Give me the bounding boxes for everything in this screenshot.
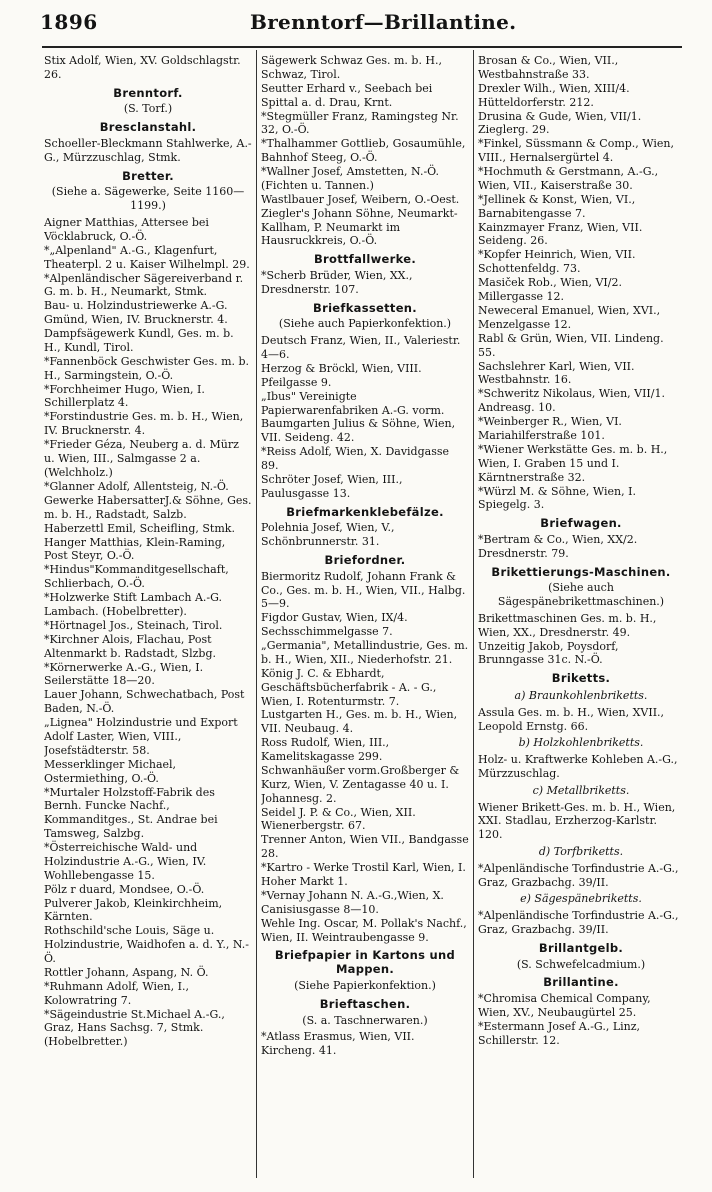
directory-entry: Holz- u. Kraftwerke Kohleben A.-G., Mürzzuschlag.	[478, 753, 678, 781]
directory-entry: Seidel J. P. & Co., Wien, XII. Wienerbergstr. 67.	[261, 805, 416, 833]
directory-entry: *Hindus"Kommanditgesellschaft, Schlierbach, O.-Ö.	[44, 563, 229, 591]
section-heading: Briefpapier in Kartons und Mappen.	[274, 948, 456, 977]
section-heading: Briefmarkenklebefälze.	[286, 504, 444, 519]
directory-entry: *Alpenländischer Sägereiverband r. G. m. b. H., Neumarkt, Stmk.	[44, 271, 244, 299]
column-middle	[261, 54, 469, 1184]
directory-entry: Stix Adolf, Wien, XV. Goldschlagstr. 26.	[44, 54, 241, 81]
directory-entry: Rothschild'sche Louis, Säge u. Holzindustrie, Waidhofen a. d. Y., N.-Ö.	[44, 924, 249, 965]
directory-entry: Rottler Johann, Aspang, N. Ö.	[44, 965, 209, 979]
directory-entry: Deutsch Franz, Wien, II., Valeriestr. 4—6.	[261, 334, 461, 362]
directory-entry: König J. C. & Ebhardt, Geschäftsbücherfabrik - A. - G., Wien, I. Rotenturmstr. 7.	[261, 666, 437, 708]
column-divider	[256, 50, 257, 1178]
directory-entry: Drexler Wilh., Wien, XIII/4. Hütteldorferstr. 212.	[478, 81, 630, 109]
section-heading: Briefwagen.	[540, 516, 622, 531]
directory-entry: Masiček Rob., Wien, VI/2. Millergasse 12.	[478, 276, 622, 304]
directory-entry: Schoeller-Bleckmann Stahlwerke, A.-G., Mürzzuschlag, Stmk.	[44, 136, 252, 164]
directory-entry: *Würzl M. & Söhne, Wien, I. Spiegelg. 3.	[478, 484, 636, 512]
directory-entry: Schwanhäußer vorm.Großberger & Kurz, Wien, V. Zentagasse 40 u. I. Johannesg. 2.	[261, 764, 460, 805]
directory-entry: Polehnia Josef, Wien, V., Schönbrunnerstr. 31.	[261, 521, 395, 549]
section-heading: Brillantgelb.	[538, 940, 624, 955]
directory-entry: Brikettmaschinen Ges. m. b. H., Wien, XX., Dresdnerstr. 49.	[478, 611, 657, 639]
directory-entry: Bau- u. Holzindustriewerke A.-G. Gmünd, Wien, IV. Brucknerstr. 4.	[44, 299, 228, 327]
cross-reference-note: (S. Torf.)	[123, 102, 173, 116]
directory-entry: Dampfsägewerk Kundl, Ges. m. b. H., Kundl, Tirol.	[44, 327, 234, 354]
page-title: Brenntorf—Brillantine.	[250, 10, 517, 34]
directory-entry: Brosan & Co., Wien, VII., Westbahnstraße 33.	[478, 54, 619, 81]
directory-entry: Lustgarten H., Ges. m. b. H., Wien, VII. Neubaug. 4.	[261, 708, 458, 736]
column-left	[44, 54, 252, 1184]
directory-entry: Neweceral Emanuel, Wien, XVI., Menzelgasse 12.	[478, 304, 661, 331]
directory-entry: *Frieder Géza, Neuberg a. d. Mürz u. Wien, III., Salmgasse 2 a. (Welchholz.)	[44, 438, 239, 479]
directory-entry: „Lignea" Holzindustrie und Export Adolf Laster, Wien, VIII., Josefstädterstr. 58.	[44, 716, 238, 757]
directory-entry: *Kopfer Heinrich, Wien, VII. Schottenfeldg. 73.	[478, 248, 636, 276]
directory-entry: *Körnerwerke A.-G., Wien, I. Seilerstätte 18—20.	[44, 660, 204, 688]
directory-entry: *Reiss Adolf, Wien, X. Davidgasse 89.	[261, 445, 449, 472]
section-heading: Brieftaschen.	[319, 996, 411, 1011]
directory-entry: Rabl & Grün, Wien, VII. Lindeng. 55.	[478, 331, 664, 359]
directory-entry: Kainzmayer Franz, Wien, VII. Seideng. 26.	[478, 220, 643, 248]
directory-entry: *Vernay Johann N. A.-G.,Wien, X. Canisiusgasse 8—10.	[261, 888, 444, 916]
directory-entry: *Murtaler Holzstoff-Fabrik des Bernh. Funcke Nachf., Kommanditges., St. Andrae bei Tamsweg, Salzbg.	[44, 785, 218, 840]
directory-entry: „Germania", Metallindustrie, Ges. m. b. H., Wien, XII., Niederhofstr. 21.	[261, 639, 469, 666]
directory-entry: *Scherb Brüder, Wien, XX., Dresdnerstr. 107.	[261, 269, 413, 296]
section-heading: Brillantine.	[543, 975, 619, 990]
cross-reference-note: (Siehe auch Sägespänebrikettmaschinen.)	[497, 581, 665, 609]
section-heading: Brenntorf.	[113, 85, 183, 100]
directory-entry: Unzeitig Jakob, Poysdorf, Brunngasse 31c. N.-Ö.	[478, 639, 619, 667]
directory-entry: *Hochmuth & Gerstmann, A.-G., Wien, VII., Kaiserstraße 30.	[478, 165, 659, 192]
directory-entry: *Forchheimer Hugo, Wien, I. Schillerplatz 4.	[44, 382, 205, 410]
directory-entry: *Schweritz Nikolaus, Wien, VII/1. Andreasg. 10.	[478, 387, 665, 415]
column-right	[478, 54, 684, 1184]
page-number: 1896	[40, 10, 98, 34]
directory-entry: *„Alpenland" A.-G., Klagenfurt, Theaterpl. 2 u. Kaiser Wilhelmpl. 29.	[44, 243, 250, 271]
cross-reference-note: (Siehe auch Papierkonfektion.)	[278, 317, 452, 331]
directory-entry: Sägewerk Schwaz Ges. m. b. H., Schwaz, Tirol.	[261, 54, 443, 81]
directory-entry: Wiener Brikett-Ges. m. b. H., Wien, XXI. Stadlau, Erzherzog-Karlstr. 120.	[478, 800, 676, 842]
directory-entry: *Alpenländische Torfindustrie A.-G., Graz, Grazbachg. 39/II.	[478, 861, 679, 889]
page-header	[0, 6, 712, 42]
section-heading: Briefkassetten.	[313, 300, 417, 315]
header-rule	[42, 46, 682, 48]
directory-entry: Gewerke HabersatterJ.& Söhne, Ges. m. b. H., Radstadt, Salzb.	[44, 493, 252, 521]
directory-entry: *Ruhmann Adolf, Wien, I., Kolowratring 7.	[44, 979, 189, 1007]
section-heading: Bretter.	[122, 168, 174, 183]
directory-entry: *Forstindustrie Ges. m. b. H., Wien, IV. Brucknerstr. 4.	[44, 410, 244, 438]
directory-entry: „Ibus" Vereinigte Papierwarenfabriken A.-G. vorm. Baumgarten Julius & Söhne, Wien, VII. Seideng. 42.	[261, 389, 456, 445]
directory-entry: Wastlbauer Josef, Weibern, O.-Oest.	[261, 192, 460, 206]
section-heading: Bresclanstahl.	[99, 120, 197, 135]
directory-entry: *Kirchner Alois, Flachau, Post Altenmarkt b. Radstadt, Slzbg.	[44, 632, 216, 660]
directory-entry: Figdor Gustav, Wien, IX/4. Sechsschimmelgasse 7.	[261, 611, 408, 639]
subsection-heading: e) Sägespänebriketts.	[520, 892, 642, 906]
directory-entry: *Chromisa Chemical Company, Wien, XV., Neubaugürtel 25.	[478, 992, 651, 1019]
cross-reference-note: (Siehe Papierkonfektion.)	[294, 978, 436, 992]
directory-entry: Messerklinger Michael, Ostermiething, O.-Ö.	[44, 757, 177, 785]
directory-entry: Seutter Erhard v., Seebach bei Spittal a. d. Drau, Krnt.	[261, 81, 433, 109]
subsection-heading: a) Braunkohlenbriketts.	[514, 689, 648, 703]
directory-entry: *Wiener Werkstätte Ges. m. b. H., Wien, I. Graben 15 und I. Kärntnerstraße 32.	[478, 442, 668, 484]
directory-entry: *Glanner Adolf, Allentsteig, N.-Ö.	[44, 479, 229, 493]
section-heading: Brottfallwerke.	[313, 252, 417, 267]
directory-entry: *Alpenländische Torfindustrie A.-G., Graz, Grazbachg. 39/II.	[478, 909, 679, 937]
directory-entry: *Kartro - Werke Trostil Karl, Wien, I. Hoher Markt 1.	[261, 861, 466, 888]
cross-reference-note: (Siehe a. Sägewerke, Seite 1160—1199.)	[51, 185, 245, 213]
directory-entry: Haberzettl Emil, Scheifling, Stmk.	[44, 521, 235, 535]
directory-entry: *Holzwerke Stift Lambach A.-G. Lambach. (Hobelbretter).	[44, 591, 223, 618]
section-heading: Briketts.	[551, 671, 611, 686]
directory-entry: Ross Rudolf, Wien, III., Kamelitskagasse 299.	[261, 736, 390, 764]
column-divider	[473, 50, 474, 1178]
directory-entry: Herzog & Bröckl, Wien, VIII. Pfeilgasse 9.	[261, 362, 422, 389]
section-heading: Briefordner.	[324, 552, 406, 567]
directory-entry: *Jellinek & Konst, Wien, VI., Barnabitengasse 7.	[478, 192, 636, 220]
subsection-heading: c) Metallbriketts.	[532, 783, 630, 797]
directory-entry: Pölz r duard, Mondsee, O.-Ö.	[44, 882, 205, 896]
section-heading: Brikettierungs-Maschinen.	[491, 564, 671, 579]
directory-entry: Trenner Anton, Wien VII., Bandgasse 28.	[261, 833, 469, 861]
cross-reference-note: (S. a. Taschnerwaren.)	[302, 1013, 428, 1027]
cross-reference-note: (S. Schwefelcadmium.)	[516, 957, 646, 971]
directory-entry: *Stegmüller Franz, Ramingsteg Nr. 32, O.-Ö.	[261, 109, 459, 137]
directory-entry: *Atlass Erasmus, Wien, VII. Kircheng. 41.	[261, 1030, 415, 1058]
directory-entry: Sachslehrer Karl, Wien, VII. Westbahnstr. 16.	[478, 359, 635, 387]
directory-entry: Aigner Matthias, Attersee bei Vöcklabruck, O.-Ö.	[44, 215, 209, 243]
directory-entry: Pulverer Jakob, Kleinkirchheim, Kärnten.	[44, 896, 223, 924]
directory-entry: *Wallner Josef, Amstetten, N.-Ö. (Fichten u. Tannen.)	[261, 165, 440, 192]
directory-entry: Hanger Matthias, Klein-Raming, Post Steyr, O.-Ö.	[44, 535, 226, 563]
directory-entry: Biermoritz Rudolf, Johann Frank & Co., Ges. m. b. H., Wien, VII., Halbg. 5—9.	[261, 569, 466, 611]
directory-entry: *Sägeindustrie St.Michael A.-G., Graz, Hans Sachsg. 7, Stmk. (Hobelbretter.)	[44, 1007, 225, 1049]
directory-entry: *Hörtnagel Jos., Steinach, Tirol.	[44, 618, 223, 632]
directory-entry: *Österreichische Wald- und Holzindustrie A.-G., Wien, IV. Wohllebengasse 15.	[44, 840, 207, 882]
directory-entry: *Fannenböck Geschwister Ges. m. b. H., Sarmingstein, O.-Ö.	[44, 354, 250, 382]
subsection-heading: d) Torfbriketts.	[538, 845, 624, 859]
directory-entry: *Finkel, Süssmann & Comp., Wien, VIII., Hernalsergürtel 4.	[478, 137, 674, 165]
directory-entry: *Thalhammer Gottlieb, Gosaumühle, Bahnhof Steeg, O.-Ö.	[261, 137, 466, 165]
directory-entry: Assula Ges. m. b. H., Wien, XVII., Leopold Ernstg. 66.	[478, 705, 665, 733]
directory-entry: *Weinberger R., Wien, VI. Mariahilferstraße 101.	[478, 415, 622, 442]
directory-entry: Ziegler's Johann Söhne, Neumarkt-Kallham, P. Neumarkt im Hausruckkreis, O.-Ö.	[261, 206, 458, 248]
directory-entry: Lauer Johann, Schwechatbach, Post Baden, N.-Ö.	[44, 688, 245, 716]
subsection-heading: b) Holzkohlenbriketts.	[518, 736, 644, 750]
directory-entry: Schröter Josef, Wien, III., Paulusgasse 13.	[261, 472, 403, 500]
directory-entry: Wehle Ing. Oscar, M. Pollak's Nachf., Wien, II. Weintraubengasse 9.	[261, 916, 467, 944]
directory-entry: *Bertram & Co., Wien, XX/2. Dresdnerstr. 79.	[478, 532, 638, 560]
directory-entry: Drusina & Gude, Wien, VII/1. Zieglerg. 29.	[478, 109, 642, 137]
directory-entry: *Estermann Josef A.-G., Linz, Schillerstr. 12.	[478, 1019, 641, 1047]
